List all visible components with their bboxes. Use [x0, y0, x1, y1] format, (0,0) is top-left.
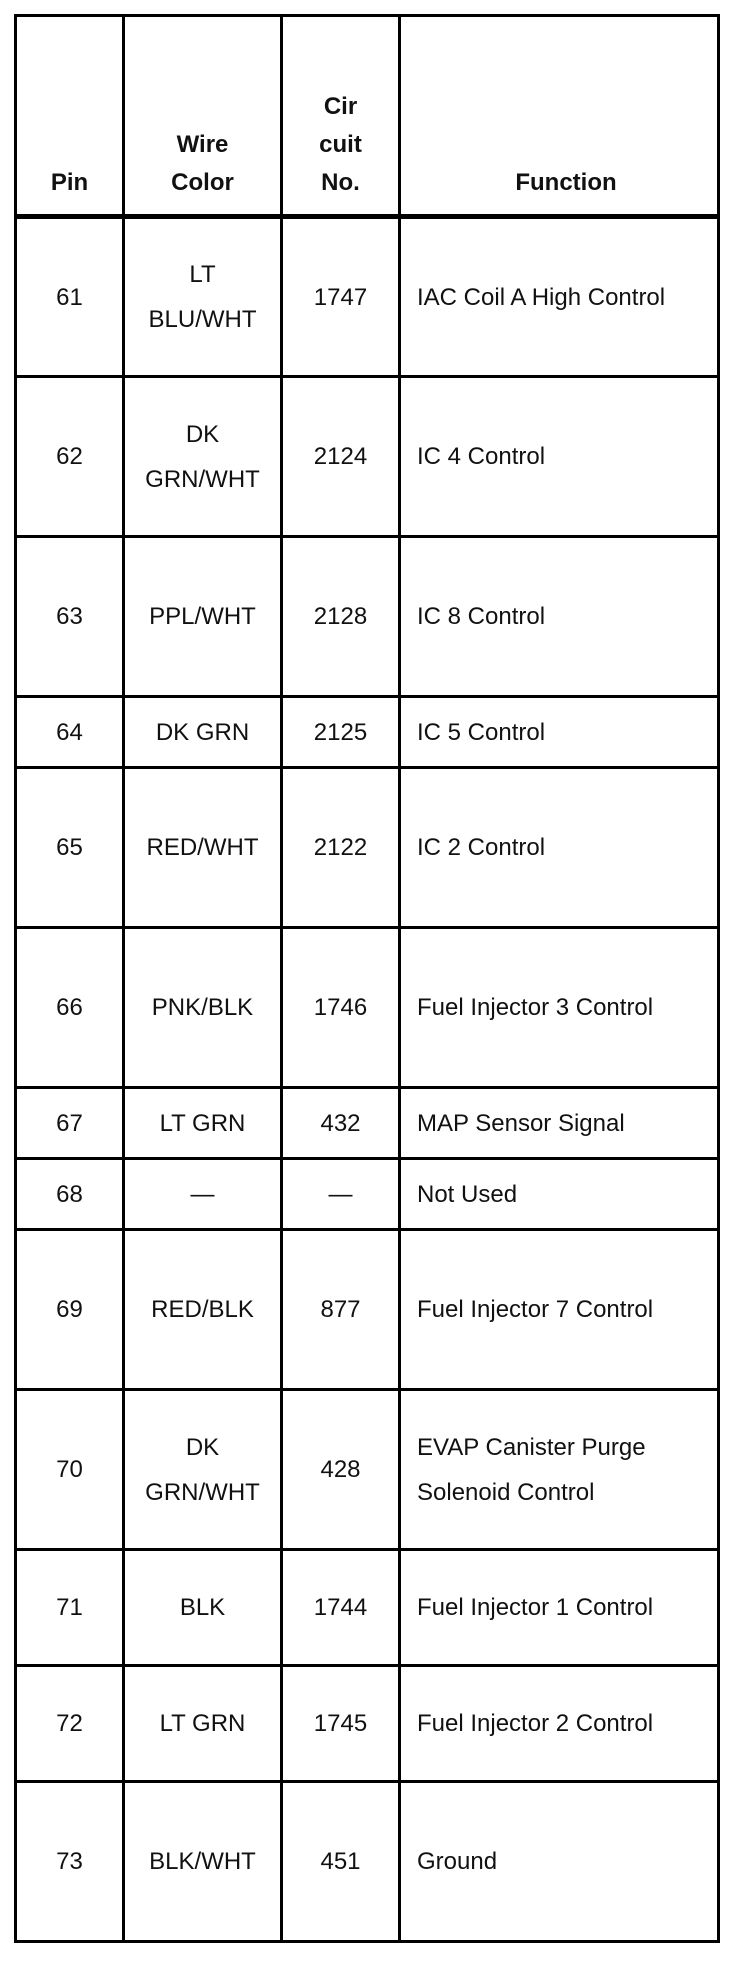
function-cell: MAP Sensor Signal	[400, 1088, 719, 1159]
function-cell: Fuel Injector 7 Control	[400, 1230, 719, 1390]
wire-color-cell: BLK/WHT	[124, 1782, 282, 1942]
function-cell: Fuel Injector 3 Control	[400, 928, 719, 1088]
function-cell: IC 8 Control	[400, 537, 719, 697]
header-circuit-no	[282, 16, 400, 217]
table-row	[16, 1230, 719, 1390]
wire-color-cell: BLK	[124, 1550, 282, 1666]
circuit-number-cell: 2128	[282, 537, 400, 697]
pin-cell: 73	[16, 1782, 124, 1942]
function-cell: Ground	[400, 1782, 719, 1942]
header-wire-color-line2: Color	[171, 169, 234, 196]
pin-cell: 71	[16, 1550, 124, 1666]
connector-pinout-table	[14, 14, 720, 1943]
circuit-number-cell: —	[282, 1159, 400, 1230]
wire-color-cell: DK GRN	[124, 697, 282, 768]
wire-color-cell: RED/WHT	[124, 768, 282, 928]
wire-color-cell: LT GRN	[124, 1666, 282, 1782]
header-row	[16, 16, 719, 217]
function-cell: IAC Coil A High Control	[400, 217, 719, 377]
pin-cell: 61	[16, 217, 124, 377]
circuit-number-cell: 1744	[282, 1550, 400, 1666]
wire-color-cell: LT GRN	[124, 1088, 282, 1159]
table-body	[16, 217, 719, 1942]
header-function: Function	[400, 16, 719, 217]
pin-cell: 69	[16, 1230, 124, 1390]
function-cell: IC 4 Control	[400, 377, 719, 537]
table-row	[16, 1390, 719, 1550]
circuit-number-cell: 451	[282, 1782, 400, 1942]
table-row	[16, 537, 719, 697]
circuit-number-cell: 2122	[282, 768, 400, 928]
header-wire-color	[124, 16, 282, 217]
pin-cell: 70	[16, 1390, 124, 1550]
wire-color-cell: RED/BLK	[124, 1230, 282, 1390]
table-row	[16, 1159, 719, 1230]
table-row	[16, 1550, 719, 1666]
table-row	[16, 768, 719, 928]
wire-color-cell: DK GRN/WHT	[124, 1390, 282, 1550]
header-circuit-line2: cuit	[319, 131, 362, 158]
pin-cell: 72	[16, 1666, 124, 1782]
pin-table-container	[14, 14, 720, 1943]
pin-cell: 64	[16, 697, 124, 768]
table-row	[16, 217, 719, 377]
wire-color-cell: LT BLU/WHT	[124, 217, 282, 377]
circuit-number-cell: 428	[282, 1390, 400, 1550]
circuit-number-cell: 432	[282, 1088, 400, 1159]
pin-cell: 63	[16, 537, 124, 697]
function-cell: EVAP Canister Purge Solenoid Control	[400, 1390, 719, 1550]
function-cell: Not Used	[400, 1159, 719, 1230]
table-row	[16, 1782, 719, 1942]
function-cell: IC 2 Control	[400, 768, 719, 928]
circuit-number-cell: 877	[282, 1230, 400, 1390]
function-cell: Fuel Injector 1 Control	[400, 1550, 719, 1666]
wire-color-cell: DK GRN/WHT	[124, 377, 282, 537]
wire-color-cell: —	[124, 1159, 282, 1230]
table-row	[16, 1088, 719, 1159]
header-wire-color-line1: Wire	[176, 131, 229, 158]
pin-cell: 65	[16, 768, 124, 928]
table-row	[16, 697, 719, 768]
pin-cell: 67	[16, 1088, 124, 1159]
circuit-number-cell: 2125	[282, 697, 400, 768]
pin-cell: 68	[16, 1159, 124, 1230]
wire-color-cell: PPL/WHT	[124, 537, 282, 697]
table-row	[16, 1666, 719, 1782]
pin-cell: 66	[16, 928, 124, 1088]
pin-cell: 62	[16, 377, 124, 537]
table-row	[16, 377, 719, 537]
function-cell: IC 5 Control	[400, 697, 719, 768]
header-pin: Pin	[16, 16, 124, 217]
table-row	[16, 928, 719, 1088]
wire-color-cell: PNK/BLK	[124, 928, 282, 1088]
circuit-number-cell: 1747	[282, 217, 400, 377]
header-circuit-line3: No.	[321, 169, 360, 196]
header-circuit-line1: Cir	[323, 93, 358, 120]
circuit-number-cell: 1746	[282, 928, 400, 1088]
function-cell: Fuel Injector 2 Control	[400, 1666, 719, 1782]
table-header	[16, 16, 719, 217]
circuit-number-cell: 2124	[282, 377, 400, 537]
circuit-number-cell: 1745	[282, 1666, 400, 1782]
